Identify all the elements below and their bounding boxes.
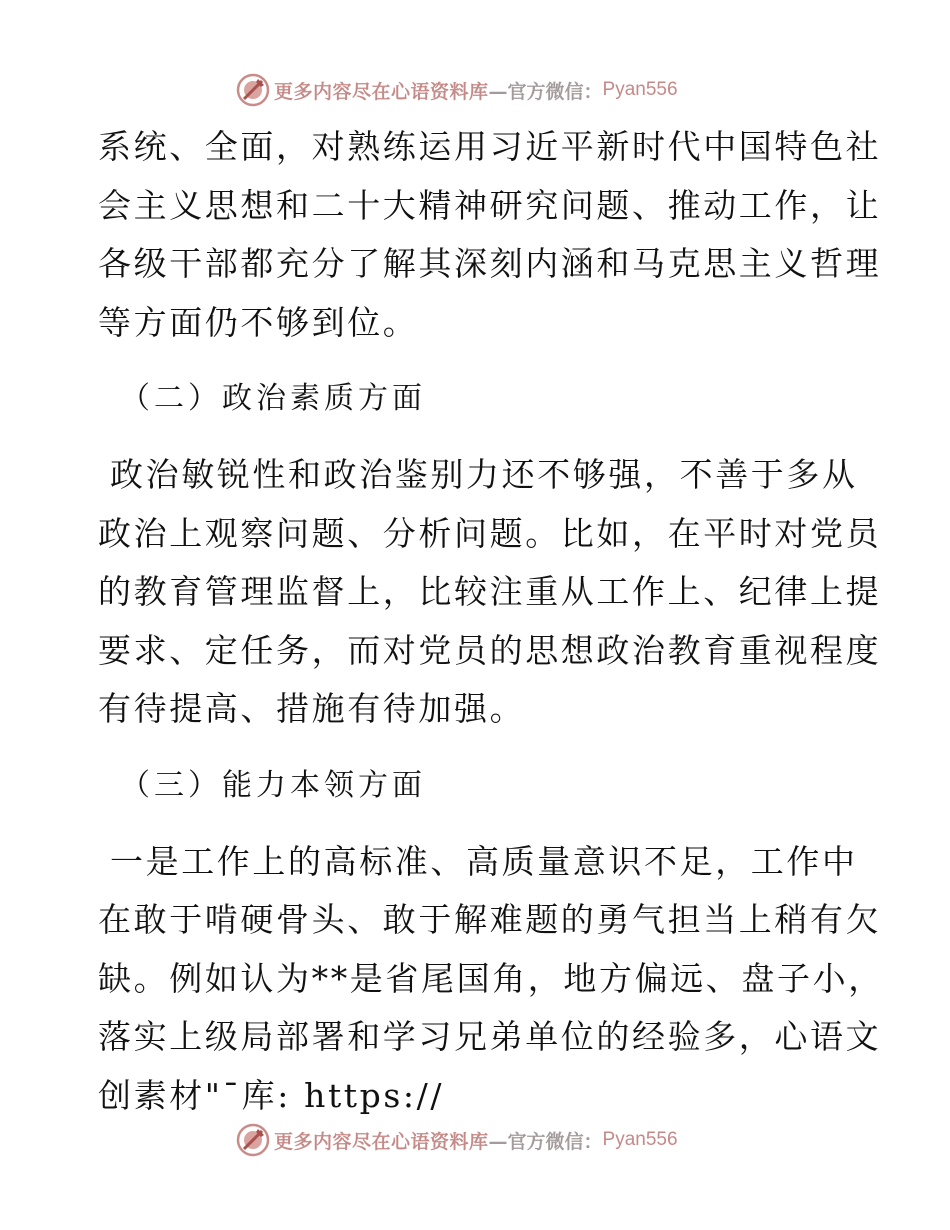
paragraph-line: 政治敏锐性和政治鉴别力还不够强，不善于多从 [110,455,858,494]
banner-title: 更多内容尽在心语资料库 [274,80,489,103]
section-heading-3: （三）能力本领方面 [120,767,426,803]
banner-wechat-id: Pyan556 [602,79,678,100]
paragraph-line: 等方面仍不够到位。 [98,302,419,342]
banner-wechat-label: —官方微信： [488,1130,603,1153]
paragraph-line: 有待提高、措施有待加强。 [98,689,526,728]
paragraph-line: 各级干部都充分了解其深刻内涵和马克思主义哲理 [98,244,882,283]
document-body [98,118,884,1125]
paragraph-line: 创素材"¯库: https:// [98,1075,445,1115]
brand-logo-icon [236,1123,270,1157]
brand-logo-icon [236,73,270,107]
paragraph-line: 会主义思想和二十大精神研究问题、推动工作，让 [98,185,882,225]
spacer [98,352,858,370]
banner-wechat-id: Pyan556 [602,1129,678,1150]
spacer [98,815,858,833]
banner-wechat-label: —官方微信： [488,80,603,103]
paragraph-line: 的教育管理监督上，比较注重从工作上、纪律上提 [98,572,882,611]
banner-title: 更多内容尽在心语资料库 [274,1130,489,1153]
footer-banner [236,1122,678,1158]
spacer [98,739,858,757]
header-banner [236,72,678,108]
paragraph-line: 要求、定任务，而对党员的思想政治教育重视程度 [98,630,882,670]
paragraph-line: 一是工作上的高标准、高质量意识不足，工作中 [110,841,858,881]
paragraph-line: 在敢于啃硬骨头、敢于解难题的勇气担当上稍有欠 [98,900,882,939]
paragraph-line: 落实上级局部署和学习兄弟单位的经验多，心语文 [98,1017,882,1056]
paragraph-line: 政治上观察问题、分析问题。比如，在平时对党员 [98,513,882,553]
paragraph-line: 缺。例如认为**是省尾国角，地方偏远、盘子小， [98,958,884,998]
section-heading-2: （二）政治素质方面 [120,381,426,416]
spacer [98,428,858,446]
paragraph-line: 系统、全面，对熟练运用习近平新时代中国特色社 [98,127,882,166]
